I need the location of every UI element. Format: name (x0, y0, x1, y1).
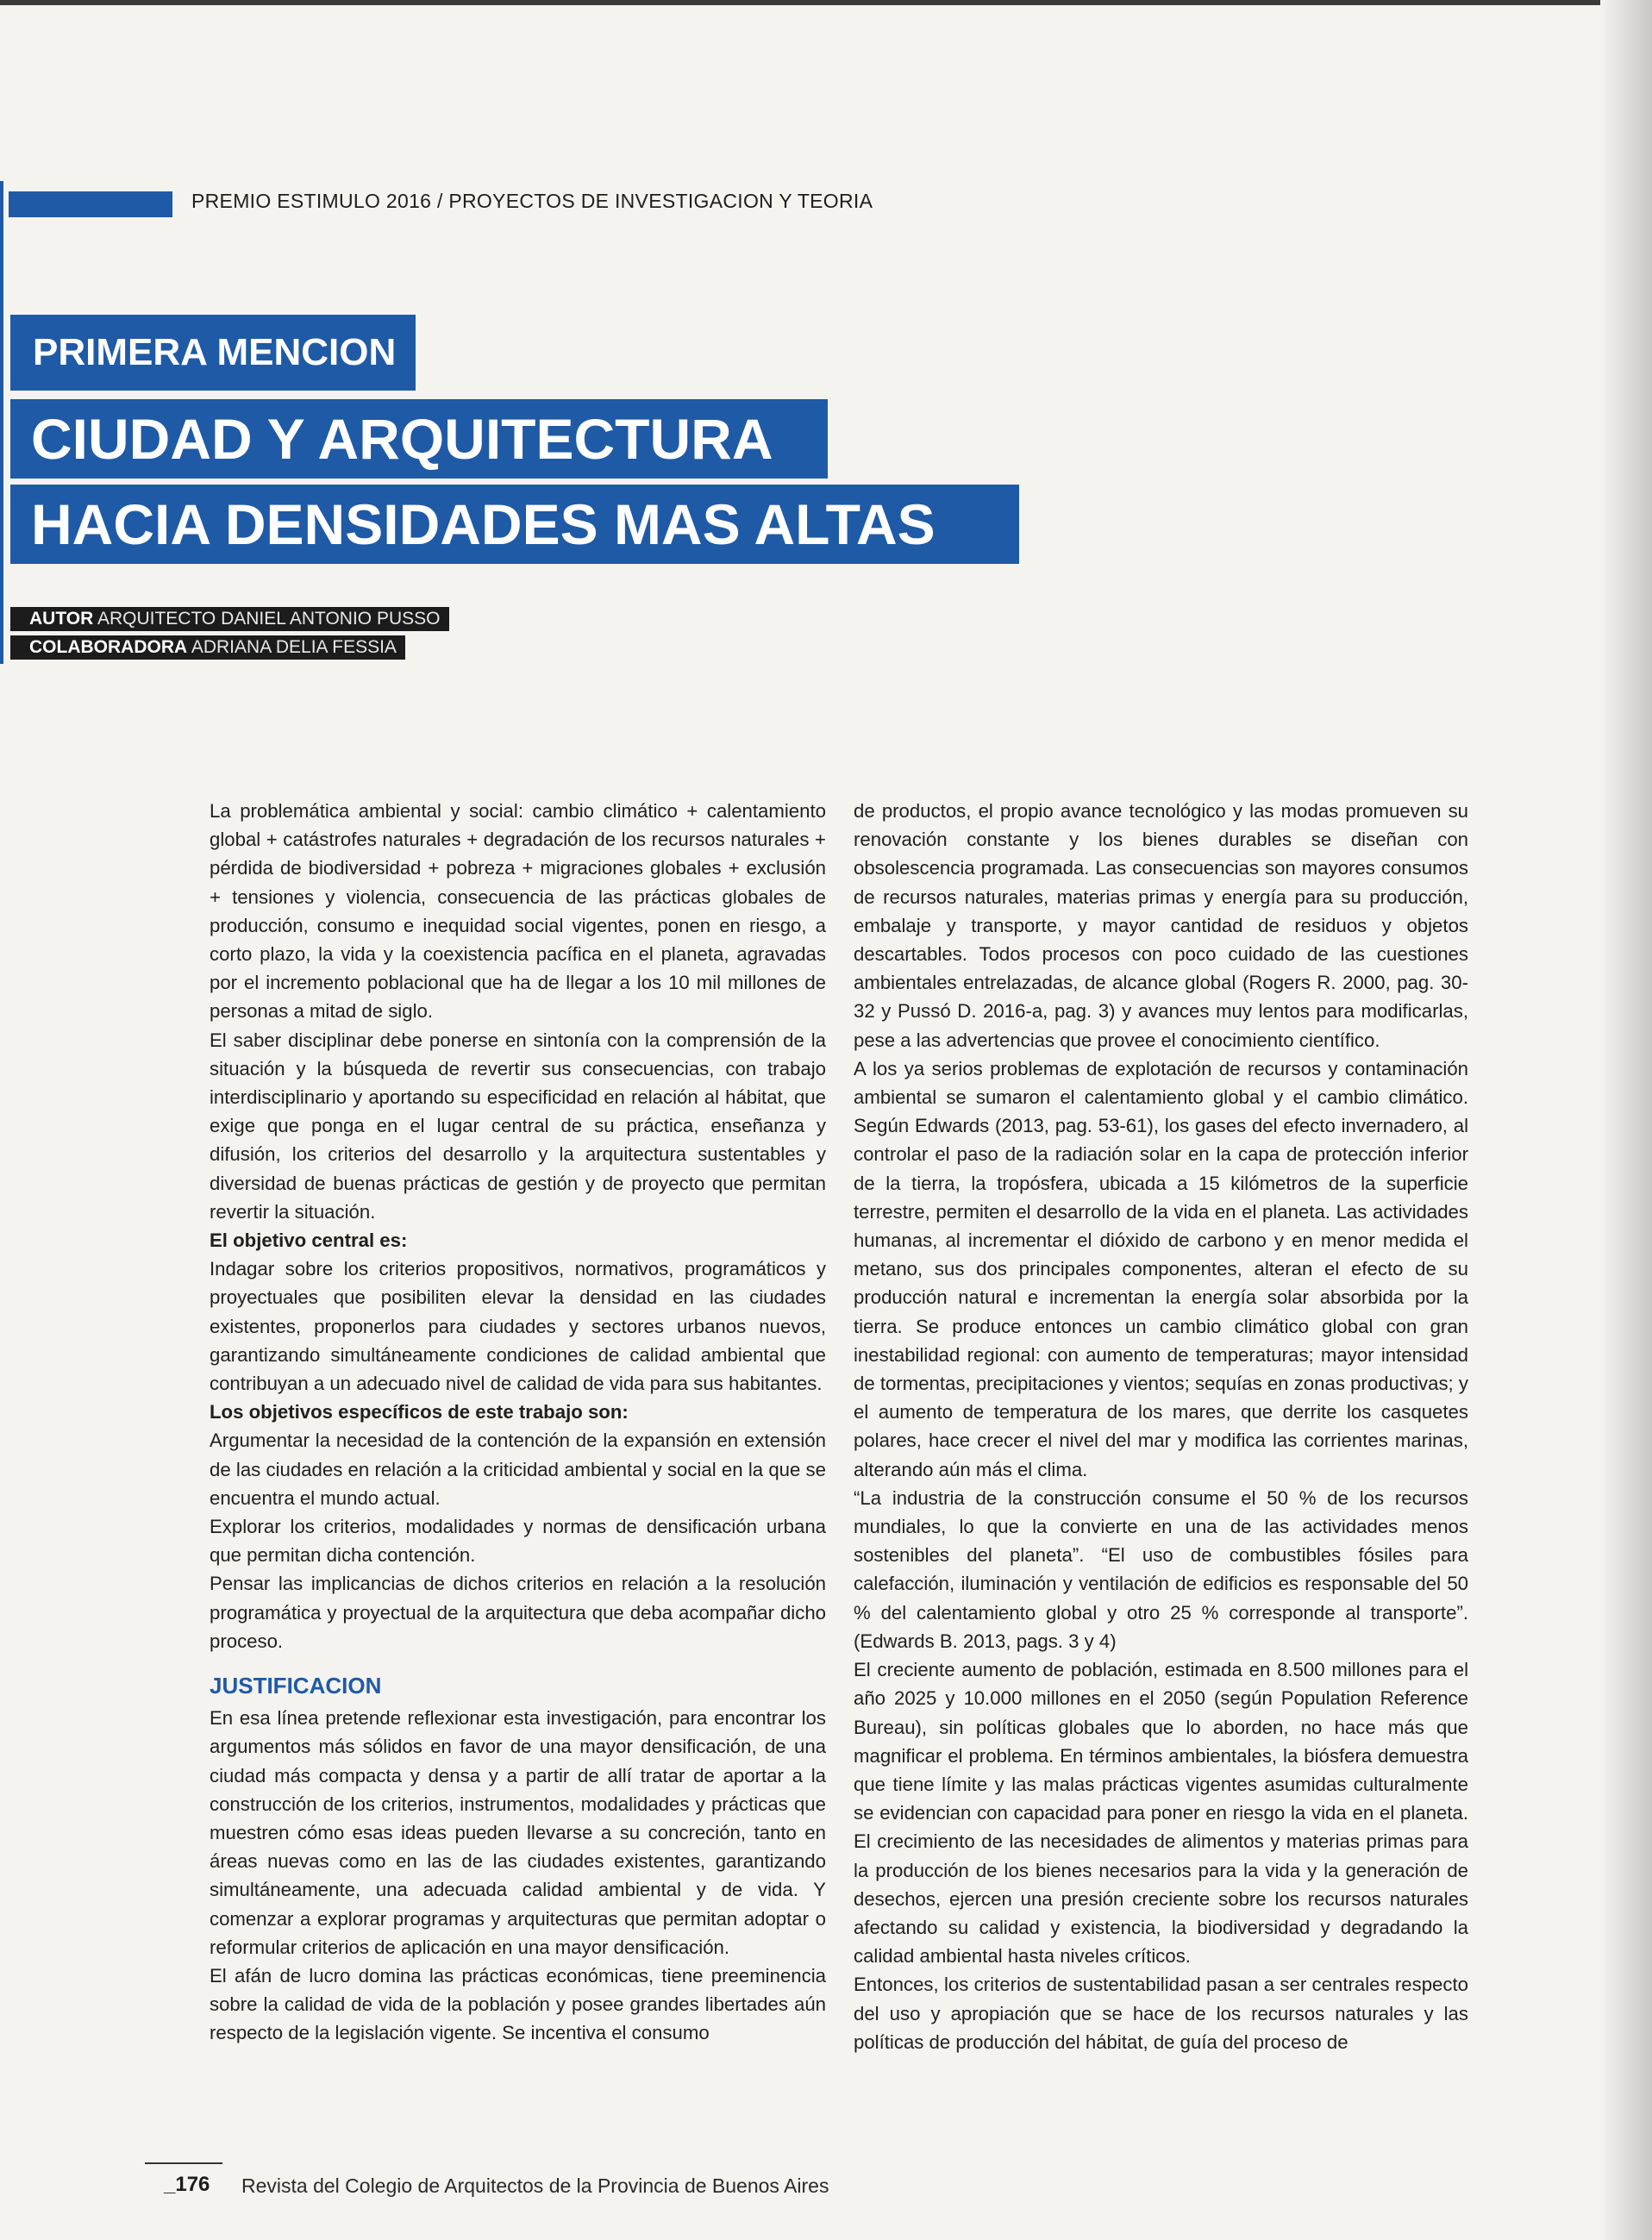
paragraph: de productos, el propio avance tecnológico y las modas promueven su renovación constante y los bienes durables se diseñan con obsolescencia programada. Las consecuencias son mayores consumos de recursos naturales, materias primas y energía para su producción, embalaje y transporte, y mayor cantidad de residuos y objetos descartables. Todos procesos con poco cuidado de las cuestiones ambientales entrelazadas, de alcance global (Rogers R. 2000, pag. 30-32 y Pussó D. 2016-a, pag. 3) y avances muy lentos para modificarlas, pese a las advertencias que provee el conocimiento científico. (854, 800, 1468, 1051)
paragraph: Entonces, los criterios de sustentabilidad pasan a ser centrales respecto del uso y apropiación que se hace de los recursos naturales y las políticas de producción del hábitat, de guía del proceso de (854, 1974, 1468, 2053)
section-color-bar (9, 191, 172, 217)
section-heading-justificacion: JUSTIFICACION (210, 1673, 382, 1699)
left-accent-rule (0, 181, 3, 664)
paragraph: El saber disciplinar debe ponerse en sintonía con la comprensión de la situación y la búsqueda de revertir sus consecuencias, con trabajo interdisciplinario y aportando su especificidad en relación al hábitat, que exige que ponga en el lugar central de su práctica, enseñanza y difusión, los criterios del desarrollo y la arquitectura sustentables y diversidad de buenas prácticas de gestión y de proyecto que permitan revertir la situación. (210, 1029, 826, 1223)
right-column (854, 797, 1468, 2056)
paragraph: Argumentar la necesidad de la contención de la expansión en extensión de las ciudades en relación a la criticidad ambiental y social en la que se encuentra el mundo actual. (210, 1430, 826, 1509)
paragraph: A los ya serios problemas de explotación de recursos y contaminación ambiental se sumaron el calentamiento global y el cambio climático. Según Edwards (2013, pag. 53-61), los gases del efecto invernadero, al controlar el paso de la radiación solar en la capa de protección inferior de la tierra, la tropósfera, ubicada a 15 kilómetros de la superficie terrestre, permiten el desarrollo de la vida en el planeta. Las actividades humanas, al incrementar el dióxido de carbono y en menor medida el metano, sus dos principales componentes, alteran el efecto de su producción natural e incrementan la energía solar absorbida por la tierra. Se produce entonces un cambio climático global con gran inestabilidad regional: con aumento de temperaturas; mayor intensidad de tormentas, precipitaciones y vientos; sequías en zonas productivas; y el aumento de temperatura de los mares, que derrite los casquetes polares, hace crecer el nivel del mar y modifica las corrientes marinas, alterando aún más el clima. (854, 1057, 1468, 1480)
section-label: PREMIO ESTIMULO 2016 / PROYECTOS DE INVESTIGACION Y TEORIA (191, 190, 873, 212)
paragraph: “La industria de la construcción consume el 50 % de los recursos mundiales, lo que la convierte en una de las actividades menos sostenibles del planeta”. “El uso de combustibles fósiles para calefacción, iluminación y ventilación de edificios es responsable del 50 % del calentamiento global y otro 25 % corresponde al transporte”. (Edwards B. 2013, pags. 3 y 4) (854, 1486, 1468, 1652)
paragraph: Pensar las implicancias de dichos criterios en relación a la resolución programática y proyectual de la arquitectura que deba acompañar dicho proceso. (210, 1573, 826, 1652)
paragraph: El afán de lucro domina las prácticas económicas, tiene preeminencia sobre la calidad de vida de la población y posee grandes libertades aún respecto de la legislación vigente. Se incentiva el consumo (210, 1964, 826, 2044)
left-column (210, 797, 826, 2048)
collaborator-credit (10, 635, 405, 660)
author-name: ARQUITECTO DANIEL ANTONIO PUSSO (97, 609, 441, 629)
author-credit (10, 607, 449, 631)
paragraph: Indagar sobre los criterios propositivos, normativos, programáticos y proyectuales que posibiliten elevar la densidad en las ciudades existentes, proponerlos para ciudades y sectores urbanos nuevos, garantizando simultáneamente condiciones de calidad ambiental que contribuyan a un adecuado nivel de calidad de vida para sus habitantes. (210, 1258, 826, 1395)
title-line-2: HACIA DENSIDADES MAS ALTAS (10, 485, 1019, 564)
paragraph: La problemática ambiental y social: cambio climático + calentamiento global + catástrofes naturales + degradación de los recursos naturales + pérdida de biodiversidad + pobreza + migraciones globales + exclusión + tensiones y violencia, consecuencia de las prácticas globales de producción, consumo e inequidad social vigentes, ponen en riesgo, a corto plazo, la vida y la coexistencia pacífica en el planeta, agravadas por el incremento poblacional que ha de llegar a los 10 mil millones de personas a mitad de siglo. (210, 800, 826, 1023)
top-edge-rule (0, 0, 1652, 5)
page-number: _176 (164, 2173, 210, 2196)
journal-name: Revista del Colegio de Arquitectos de la Provincia de Buenos Aires (241, 2174, 829, 2197)
paragraph: En esa línea pretende reflexionar esta investigación, para encontrar los argumentos más sólidos en favor de una mayor densificación, de una ciudad más compacta y densa y a partir de allí tratar de aportar a la construcción de los criterios, instrumentos, modalidades y prácticas que muestren cómo esas ideas pueden llevarse a su concreción, tanto en áreas nuevas como en las de las ciudades existentes, garantizando simultáneamente, una adecuada calidad ambiental y de vida. Y comenzar a explorar programas y arquitecturas que permitan adoptar o reformular criterios de aplicación en una mayor densificación. (210, 1707, 826, 1958)
collaborator-label: COLABORADORA (29, 637, 188, 657)
collaborator-name: ADRIANA DELIA FESSIA (191, 637, 397, 657)
subheading-specific-objectives: Los objetivos específicos de este trabajo son: (210, 1401, 629, 1423)
paragraph: El creciente aumento de población, estimada en 8.500 millones para el año 2025 y 10.000 millones en el 2050 (según Population Reference Bureau), sin políticas globales que lo aborden, no hace más que magnificar el problema. En términos ambientales, la biósfera demuestra que tiene límite y las malas prácticas vigentes asumidas culturalmente se evidencian con capacidad para poner en riesgo la vida en el planeta. El crecimiento de las necesidades de alimentos y materias primas para la producción de los bienes necesarios para la vida y la generación de desechos, ejercen una presión creciente sobre los recursos naturales afectando su calidad y existencia, la biodiversidad y degradando la calidad ambiental hasta niveles críticos. (854, 1659, 1468, 1968)
page-gutter-shadow (1600, 0, 1652, 2240)
paragraph: Explorar los criterios, modalidades y normas de densificación urbana que permitan dicha contención. (210, 1516, 826, 1567)
author-label: AUTOR (29, 609, 94, 629)
title-line-1: CIUDAD Y ARQUITECTURA (10, 399, 828, 479)
title-kicker: PRIMERA MENCION (10, 315, 416, 391)
subheading-objective: El objetivo central es: (210, 1229, 408, 1252)
footer-rule (145, 2162, 222, 2164)
